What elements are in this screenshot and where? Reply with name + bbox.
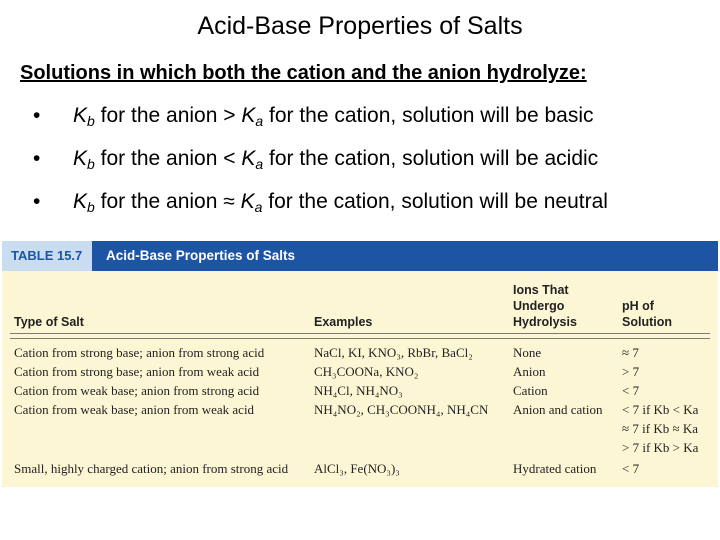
kb-symbol: K	[73, 147, 88, 170]
kb-symbol: K	[73, 104, 88, 127]
kb-symbol: K	[73, 190, 88, 213]
header-rule	[10, 338, 710, 339]
salts-table: TABLE 15.7 Acid-Base Properties of Salts Type of Salt Examples Ions That Undergo Hydrolysis pH of Solution Cation from strong base; anion from strong acid NaCl, KI, KNO₃, RbBr, BaCl₂ None ≈ 7 Cation from strong base; anion from weak acid CH₃COONa, KNO₂ Anion > 7 Cation from weak base; anion from strong acid NH₄Cl, NH₄NO₃ Cation < 7 Cation from weak base; anion from weak acid NH₄NO₂, CH₃COONH₄, NH₄CN Anion and cation < 7 if Kb < Ka ≈ 7 if Kb ≈ Ka > 7 if Kb > Ka Small, highly charged cation; anion from strong acid AlCl₃, Fe(NO₃)₃ Hydrated cation < 7	[2, 241, 718, 487]
bullet-dot: •	[33, 147, 41, 170]
header-type-of-salt: Type of Salt	[14, 315, 84, 329]
header-ph: pH of Solution	[622, 299, 672, 329]
ka-symbol: K	[241, 104, 256, 127]
ka-symbol: K	[240, 190, 255, 213]
table-name: Acid-Base Properties of Salts	[106, 248, 296, 263]
bullet-dot: •	[33, 190, 41, 213]
header-ions: Ions That Undergo Hydrolysis	[513, 283, 577, 329]
bullet-dot: •	[33, 104, 41, 127]
header-rule	[10, 333, 710, 334]
table-title-bar	[2, 241, 718, 271]
slide-title: Acid-Base Properties of Salts	[197, 12, 523, 40]
slide-subtitle: Solutions in which both the cation and the anion hydrolyze:	[20, 62, 587, 84]
ka-symbol: K	[241, 147, 256, 170]
header-examples: Examples	[314, 315, 373, 329]
table-number: TABLE 15.7	[2, 241, 92, 271]
